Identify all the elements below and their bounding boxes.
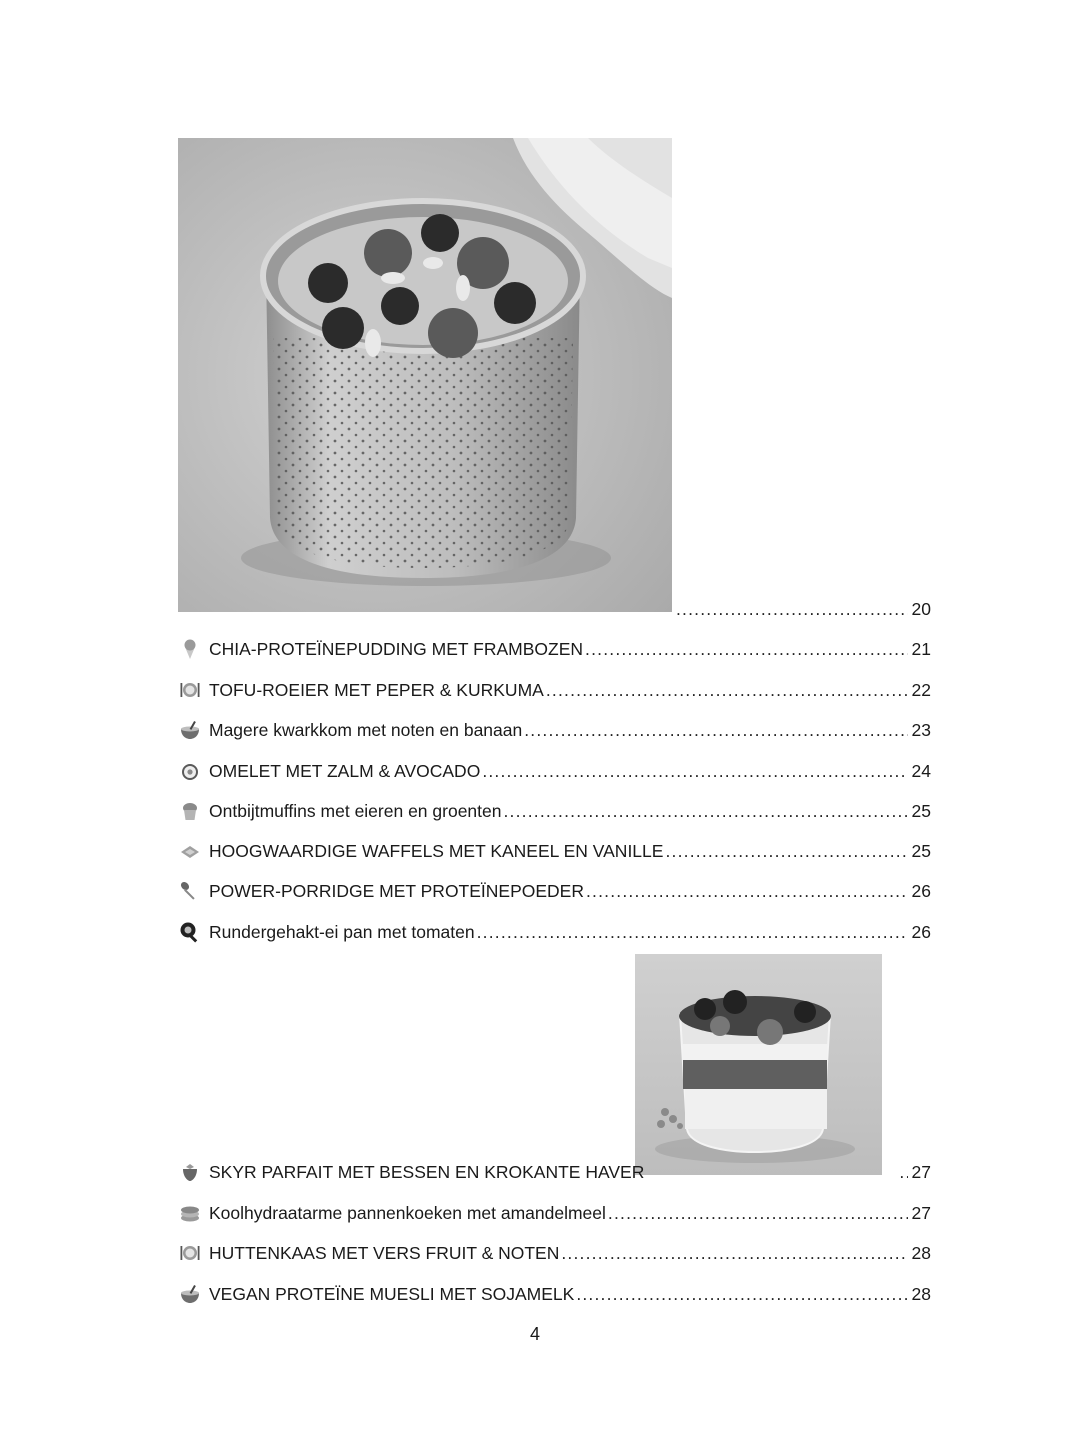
bowl-spoon-icon <box>179 1283 201 1305</box>
ice-cream-icon <box>179 638 201 660</box>
toc-entry[interactable] <box>179 715 931 741</box>
plate-cutlery-icon <box>179 1242 201 1264</box>
entry-title: HOOGWAARDIGE WAFFELS MET KANEEL EN VANILLE <box>209 841 664 861</box>
page-ref: 23 <box>911 720 931 740</box>
entry-title: HUTTENKAAS MET VERS FRUIT & NOTEN <box>209 1243 560 1263</box>
dot-leader <box>576 1283 907 1305</box>
entry-title: Rundergehakt-ei pan met tomaten <box>209 922 475 942</box>
page-ref: 20 <box>911 599 931 619</box>
toc-entry[interactable] <box>179 917 931 943</box>
dot-leader <box>524 719 907 741</box>
entry-title: Magere kwarkkom met noten en banaan <box>209 720 523 740</box>
page-ref: 22 <box>911 680 931 700</box>
page-ref: 26 <box>911 922 931 942</box>
toc-entry[interactable] <box>179 1279 931 1305</box>
chia-pudding-jar-photo <box>178 138 672 612</box>
dot-leader <box>899 1161 907 1183</box>
entry-title: OMELET MET ZALM & AVOCADO <box>209 761 481 781</box>
entry-title: TOFU-ROEIER MET PEPER & KURKUMA <box>209 680 544 700</box>
page-ref: 27 <box>911 1203 931 1223</box>
page-ref: 28 <box>911 1284 931 1304</box>
bowl-spoon-icon <box>179 719 201 741</box>
page-ref: 25 <box>911 801 931 821</box>
toc-entry[interactable] <box>179 836 931 862</box>
entry-title: Ontbijtmuffins met eieren en groenten <box>209 801 502 821</box>
dot-leader <box>477 921 908 943</box>
muffin-icon <box>179 800 201 822</box>
entry-title: Koolhydraatarme pannenkoeken met amandelmeel <box>209 1203 606 1223</box>
pancakes-icon <box>179 1202 201 1224</box>
dot-leader <box>665 840 907 862</box>
entry-title: CHIA-PROTEÏNEPUDDING MET FRAMBOZEN <box>209 639 584 659</box>
toc-entry[interactable] <box>179 1198 931 1224</box>
spoon-icon <box>179 880 201 902</box>
dot-leader <box>482 760 907 782</box>
dot-leader <box>585 638 908 660</box>
skyr-parfait-photo <box>635 954 882 1175</box>
page-ref: 24 <box>911 761 931 781</box>
page-number: 4 <box>529 1324 540 1344</box>
toc-entry[interactable] <box>179 1157 931 1183</box>
entry-title: POWER-PORRIDGE MET PROTEÏNEPOEDER <box>209 881 584 901</box>
toc-entry[interactable] <box>179 876 931 902</box>
dot-leader <box>586 880 908 902</box>
toc-entry[interactable] <box>179 1238 931 1264</box>
page-ref: 21 <box>911 639 931 659</box>
dot-leader <box>561 1242 907 1264</box>
waffle-icon <box>179 840 201 862</box>
entry-title: VEGAN PROTEÏNE MUESLI MET SOJAMELK <box>209 1284 575 1304</box>
dot-leader <box>608 1202 908 1224</box>
dot-leader <box>503 800 907 822</box>
toc-entry[interactable] <box>179 634 931 660</box>
page-ref: 26 <box>911 881 931 901</box>
page-ref: 25 <box>911 841 931 861</box>
toc-entry[interactable] <box>179 756 931 782</box>
strawberry-icon <box>179 1161 201 1183</box>
toc-entry[interactable] <box>179 675 931 701</box>
inline-photo-spacer <box>648 1182 895 1183</box>
fried-egg-icon <box>179 760 201 782</box>
toc-entry[interactable] <box>179 796 931 822</box>
dot-leader <box>676 598 908 620</box>
frying-pan-icon <box>179 921 201 943</box>
page-ref: 28 <box>911 1243 931 1263</box>
dot-leader <box>546 679 908 701</box>
page-ref: 27 <box>911 1162 931 1182</box>
plate-cutlery-icon <box>179 679 201 701</box>
toc-entry-image-line[interactable] <box>674 594 931 620</box>
entry-title: SKYR PARFAIT MET BESSEN EN KROKANTE HAVER <box>209 1162 645 1182</box>
